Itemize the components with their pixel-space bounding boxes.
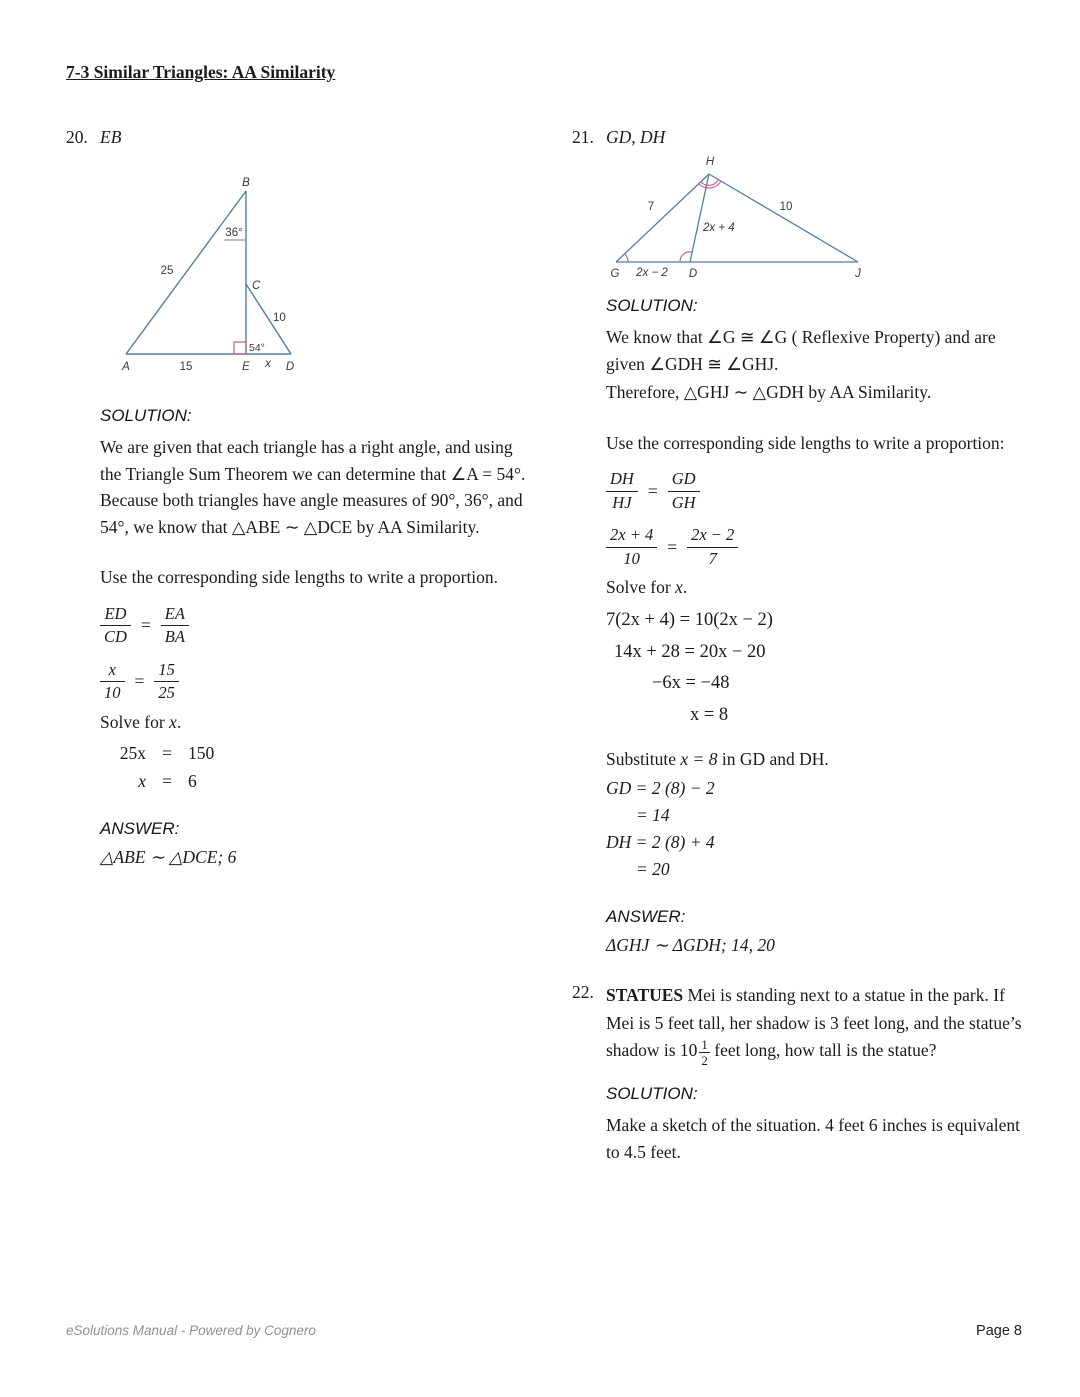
problem-21-number: 21. xyxy=(572,127,594,147)
substitution-line: = 14 xyxy=(636,804,670,825)
column-right xyxy=(572,127,1024,1173)
triangle-diagram-21 xyxy=(606,154,868,286)
vertex-label-h: H xyxy=(705,156,715,168)
two-column-layout xyxy=(66,127,1022,1173)
vertex-label-c: C xyxy=(252,280,261,292)
proportion-21-2 xyxy=(606,526,1024,568)
problem-20-number: 20. xyxy=(66,127,88,147)
answer-text-20: △ABE ∼ △DCE; 6 xyxy=(100,847,237,868)
fraction xyxy=(606,470,638,512)
equation-line: x = 8 xyxy=(690,705,729,726)
problem-22 xyxy=(572,982,1024,1173)
side-label-10: 10 xyxy=(779,201,793,213)
fraction-denominator: 25 xyxy=(158,683,175,703)
fraction xyxy=(687,526,738,568)
substitution-line: = 20 xyxy=(636,859,670,880)
equals-sign: = xyxy=(134,671,145,692)
problem-21-body xyxy=(606,127,1024,956)
proportion-21-1 xyxy=(606,470,1024,512)
page-title: 7-3 Similar Triangles: AA Similarity xyxy=(66,62,336,82)
proportion-20-2 xyxy=(100,661,526,703)
solution-paragraph-21-1: We know that ∠G ≅ ∠G ( Reflexive Property) and are given ∠GDH ≅ ∠GHJ. xyxy=(606,327,996,374)
solve-variable: x xyxy=(169,711,177,732)
fraction-denominator: 2 xyxy=(701,1053,708,1069)
equation-line: 14x + 28 = 20x − 20 xyxy=(614,641,766,662)
side-gh-line xyxy=(616,174,709,262)
fraction xyxy=(100,605,131,647)
fraction xyxy=(699,1038,710,1068)
side-label-25: 25 xyxy=(160,265,174,277)
solve-period: . xyxy=(682,577,688,598)
equals-sign: = xyxy=(140,615,151,636)
problem-22-text xyxy=(606,982,1024,1068)
substitution-line: GD = 2 (8) − 2 xyxy=(606,777,715,798)
angle-arc-h-outer xyxy=(699,181,721,188)
vertex-label-a: A xyxy=(122,361,130,373)
solve-text: Solve for xyxy=(606,577,676,598)
problem-22-statement-start: Mei is standing next to a statue in the park. If Mei is 5 feet tall, her shadow is 3 feet long, and the statue’s shadow is xyxy=(606,985,1022,1061)
fraction-numerator: x xyxy=(100,661,125,682)
right-angle-marker xyxy=(234,342,246,354)
angle-label-54: 54° xyxy=(249,342,265,354)
side-label-7: 7 xyxy=(647,201,655,213)
fraction-numerator: 15 xyxy=(154,661,179,682)
equation-steps-20 xyxy=(100,739,526,795)
problem-22-keyword: STATUES xyxy=(606,985,684,1006)
vertex-label-d: D xyxy=(688,268,698,280)
equation-line: −6x = −48 xyxy=(652,673,730,694)
problem-22-body xyxy=(606,982,1024,1173)
substitute-text: Substitute xyxy=(606,749,681,770)
angle-label-36: 36° xyxy=(225,227,243,239)
side-hd-line xyxy=(690,174,709,262)
vertex-label-b: B xyxy=(242,177,250,189)
solution-paragraph-21-2: Therefore, △GHJ ∼ △GDH by AA Similarity. xyxy=(606,382,932,403)
fraction-denominator: CD xyxy=(104,627,127,647)
substitution-line: DH = 2 (8) + 4 xyxy=(606,831,715,852)
fraction-numerator: DH xyxy=(606,470,638,491)
problem-21-title: GD, DH xyxy=(606,127,666,147)
solve-period: . xyxy=(176,711,182,732)
solution-paragraph-21-3: Use the corresponding side lengths to write a proportion: xyxy=(606,432,1005,453)
fraction xyxy=(161,605,189,647)
substitute-tail: in GD and DH. xyxy=(717,749,829,770)
angle-arc-h-inner xyxy=(701,180,719,186)
equals-sign: = xyxy=(647,480,658,501)
problem-22-number: 22. xyxy=(572,982,594,1003)
vertex-label-j: J xyxy=(855,268,861,280)
page-number: Page 8 xyxy=(976,1323,1022,1339)
equation-steps-21 xyxy=(606,605,1024,732)
problem-22-statement-end: feet long, how tall is the statue? xyxy=(709,1040,937,1061)
fraction-denominator: BA xyxy=(164,627,185,647)
solution-paragraph-22-1: Make a sketch of the situation. 4 feet 6 inches is equivalent to 4.5 feet. xyxy=(606,1115,1021,1162)
fraction xyxy=(100,661,125,703)
triangle-diagram-20 xyxy=(118,174,310,390)
fraction-denominator: 10 xyxy=(104,683,121,703)
solve-variable: x xyxy=(675,577,683,598)
fraction-denominator: 7 xyxy=(708,548,717,568)
substitute-variable: x = 8 xyxy=(680,749,718,770)
equals-sign: = xyxy=(667,536,678,557)
proportion-20-1 xyxy=(100,605,526,647)
problem-21 xyxy=(572,127,1024,956)
solve-text: Solve for xyxy=(100,711,170,732)
side-label-15: 15 xyxy=(179,361,193,373)
fraction xyxy=(154,661,179,703)
side-label-10: 10 xyxy=(273,312,286,324)
solve-for-x-label-20 xyxy=(100,709,526,736)
answer-label-20: ANSWER: xyxy=(100,819,180,839)
answer-text-21: ΔGHJ ∼ ΔGDH; 14, 20 xyxy=(606,935,775,956)
vertex-label-d: D xyxy=(285,361,295,373)
equation-rhs: 6 xyxy=(188,771,197,792)
equation-lhs: 25x xyxy=(119,743,146,764)
side-hj-line xyxy=(709,174,858,262)
angle-arc-g xyxy=(625,254,628,262)
fraction xyxy=(668,470,700,512)
equation-lhs: x xyxy=(138,771,146,792)
side-ab-line xyxy=(126,191,246,354)
fraction-numerator: 2x + 4 xyxy=(606,526,657,547)
mixed-number-whole: 10 xyxy=(679,1040,698,1061)
problem-20 xyxy=(66,127,526,868)
fraction-denominator: HJ xyxy=(612,492,632,512)
equals-sign: = xyxy=(162,743,172,764)
equation-line: 7(2x + 4) = 10(2x − 2) xyxy=(606,609,773,630)
vertex-label-e: E xyxy=(242,361,250,373)
problem-20-title: EB xyxy=(100,127,122,147)
mixed-number xyxy=(679,1036,710,1069)
solution-label-20: SOLUTION: xyxy=(100,406,192,425)
side-label-2x-plus-4: 2x + 4 xyxy=(703,222,735,234)
page-footer xyxy=(66,1323,1022,1339)
solution-paragraph-20-2: Use the corresponding side lengths to write a proportion. xyxy=(100,567,499,588)
side-label-x: x xyxy=(265,358,271,370)
footer-branding: eSolutions Manual - Powered by Cognero xyxy=(66,1323,316,1338)
fraction-denominator: 10 xyxy=(623,548,640,568)
problem-20-body xyxy=(100,127,526,868)
fraction-numerator: 2x − 2 xyxy=(687,526,738,547)
column-left xyxy=(66,127,526,1173)
answer-label-21: ANSWER: xyxy=(606,907,686,927)
equals-sign: = xyxy=(162,771,172,792)
side-label-2x-minus-2: 2x − 2 xyxy=(636,267,668,279)
fraction-denominator: GH xyxy=(671,492,696,512)
equation-rhs: 150 xyxy=(188,743,215,764)
substitute-label-21 xyxy=(606,746,1024,773)
vertex-label-g: G xyxy=(610,268,620,280)
solution-label-22: SOLUTION: xyxy=(606,1084,698,1104)
fraction-numerator: ED xyxy=(100,605,131,626)
solution-paragraph-20-1: We are given that each triangle has a right angle, and using the Triangle Sum Theorem we can determine that ∠A = 54°. Because both triangles have angle measures of 90°, 36°, and 54°, we know that △ABE ∼ △DCE by AA Similarity. xyxy=(100,437,526,537)
solve-for-x-label-21 xyxy=(606,574,1024,601)
equation-line xyxy=(100,767,526,795)
fraction-numerator: 1 xyxy=(701,1036,708,1052)
fraction-numerator: GD xyxy=(668,470,700,491)
solution-label-21: SOLUTION: xyxy=(606,296,698,315)
fraction-numerator: EA xyxy=(161,605,189,626)
equation-line xyxy=(100,739,526,767)
fraction xyxy=(606,526,657,568)
